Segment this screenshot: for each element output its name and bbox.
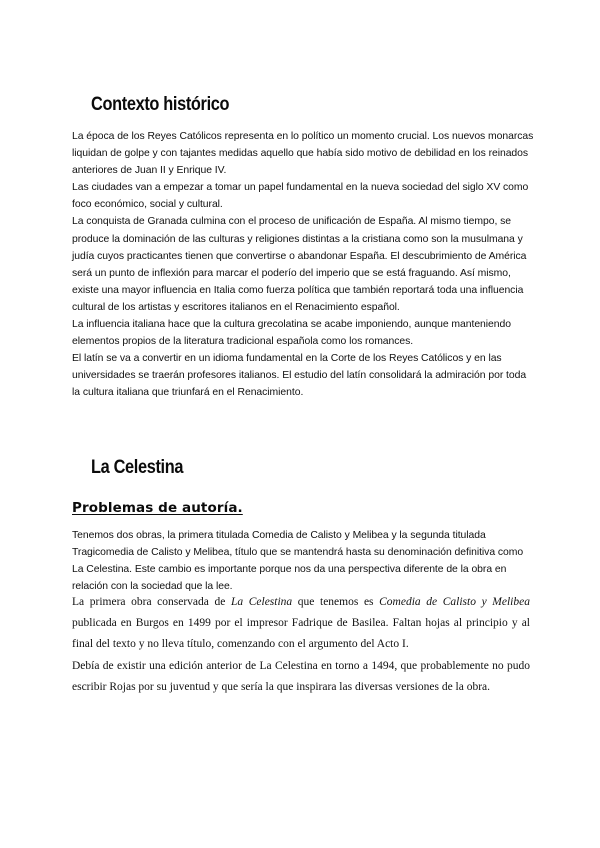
- autoria-body: [72, 527, 534, 595]
- section-title-contexto: Contexto histórico: [91, 94, 230, 115]
- contexto-paragraph: La conquista de Granada culmina con el proceso de unificación de España. Al mismo tiempo, se produce la dominación de las culturas y religiones distintas a la cristiana como son la musulmana y judía cuyos practicantes tienen que convertirse o abandonar España. El descubrimiento de América será un punto de inflexión para marcar el poderío del imperio que se está fraguando. Así mismo, existe una mayor influencia en Italia como fuerza política que también reportará toda una influencia cultural de los artistas y escritores italianos en el Renacimiento español.: [72, 216, 527, 313]
- contexto-paragraph: La época de los Reyes Católicos representa en lo político un momento crucial. Los nuevos monarcas liquidan de golpe y con tajantes medidas aquello que había sido motivo de debilidad en los reinados anteriores de Juan II y Enrique IV.: [72, 131, 534, 177]
- contexto-paragraph: La influencia italiana hace que la cultura grecolatina se acabe imponiendo, aunque manteniendo elementos propios de la literatura tradicional española como los romances.: [72, 319, 511, 348]
- serif-paragraph-2: Debía de existir una edición anterior de La Celestina en torno a 1494, que probablemente no pudo escribir Rojas por su juventud y que sería la que inspirara las diversas versiones de la obra.: [72, 659, 530, 693]
- serif-paragraph-1: [72, 592, 530, 656]
- autoria-paragraph: Tenemos dos obras, la primera titulada Comedia de Calisto y Melibea y la segunda titulada Tragicomedia de Calisto y Melibea, título que se mantendrá hasta su denominación definitiva como La Celestina. Este cambio es importante porque nos da una perspectiva diferente de la obra en relación con la sociedad que la lee.: [72, 530, 524, 593]
- contexto-paragraph: Las ciudades van a empezar a tomar un papel fundamental en la nueva sociedad del siglo XV como foco económico, social y cultural.: [72, 182, 529, 211]
- italic-title-comedia: Comedia de Calisto y Melibea: [379, 596, 530, 608]
- serif-body: [72, 592, 530, 698]
- serif-text-run: que tenemos es: [292, 596, 380, 608]
- serif-text-run: publicada en Burgos en 1499 por el impresor Fadrique de Basilea. Faltan hojas al principio y al final del texto y no lleva título, comenzando con el argumento del Acto I.: [72, 617, 530, 651]
- serif-text-run: La primera obra conservada de: [72, 596, 231, 608]
- subheading-autoria: Problemas de autoría.: [72, 500, 243, 516]
- section-title-celestina: La Celestina: [91, 457, 184, 478]
- italic-title-celestina: La Celestina: [230, 596, 293, 608]
- contexto-body: [72, 128, 534, 402]
- contexto-paragraph: El latín se va a convertir en un idioma fundamental en la Corte de los Reyes Católicos y en las universidades se traerán profesores italianos. El estudio del latín consolidará la admiración por toda la cultura italiana que triunfará en el Renacimiento.: [72, 353, 527, 399]
